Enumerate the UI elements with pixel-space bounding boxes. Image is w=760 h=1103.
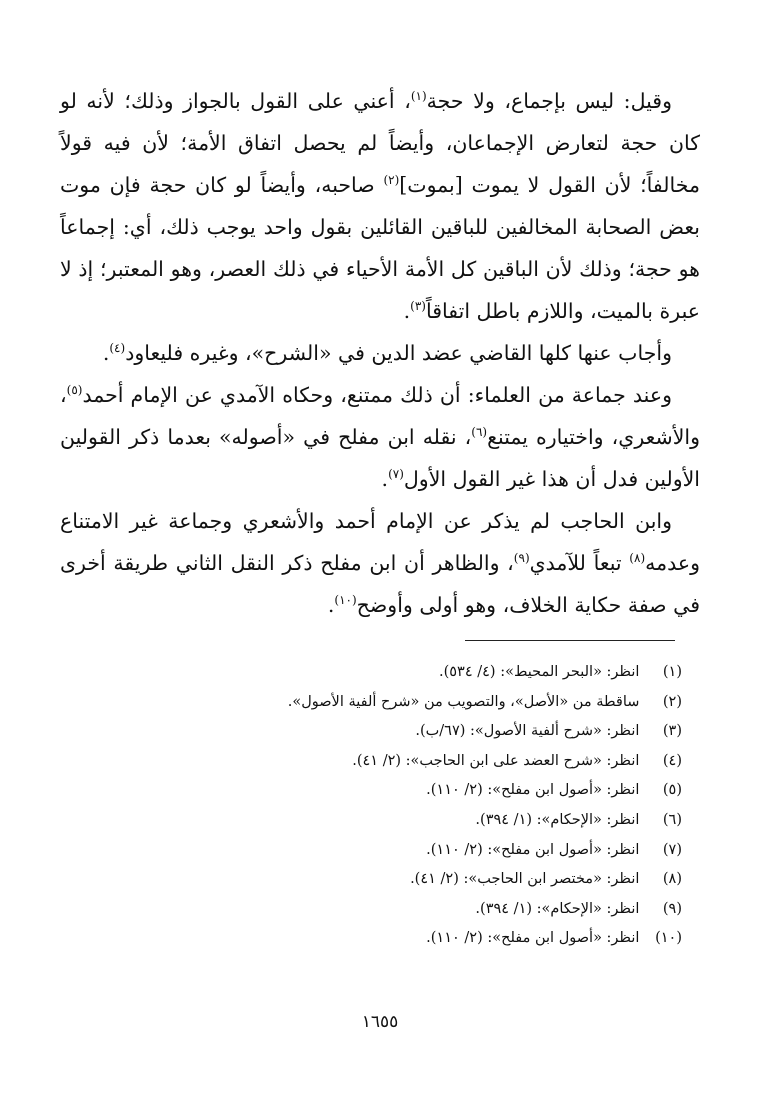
footnote-item bbox=[60, 865, 682, 895]
footnote-item bbox=[60, 924, 682, 954]
footnote-ref-4: (٤) bbox=[109, 341, 126, 356]
footnote-ref-7: (٧) bbox=[388, 467, 404, 482]
footnote-text: انظر: «أصول ابن مفلح»: (٢/ ١١٠). bbox=[426, 782, 640, 799]
paragraph-2 bbox=[60, 332, 700, 374]
footnote-ref-2: (٢) bbox=[383, 173, 400, 188]
footnote-text: انظر: «أصول ابن مفلح»: (٢/ ١١٠). bbox=[426, 841, 640, 858]
footnote-ref-5: (٥) bbox=[66, 383, 83, 398]
text-span: ، نقله ابن مفلح في «أصوله» بعدما ذكر القولين الأولين فدل أن هذا غير القول الأول bbox=[60, 425, 700, 491]
footnote-item bbox=[60, 895, 682, 925]
text-span: . bbox=[102, 341, 110, 365]
text-span: تبعاً للآمدي bbox=[529, 551, 630, 575]
footnote-text: انظر: «شرح العضد على ابن الحاجب»: (٢/ ٤١). bbox=[352, 752, 640, 769]
text-span: ، أعني على القول بالجواز وذلك؛ لأنه لو كان حجة لتعارض الإجماعان، وأيضاً لم يحصل اتفاق الأمة؛ لأن فيه قولاً مخالفاً؛ لأن القول لا يموت [بموت] bbox=[60, 89, 700, 197]
footnote-text: انظر: «أصول ابن مفلح»: (٢/ ١١٠). bbox=[426, 930, 640, 947]
text-span: وعند جماعة من العلماء: أن ذلك ممتنع، وحكاه الآمدي عن الإمام أحمد bbox=[82, 383, 672, 407]
footnote-number: (٥) bbox=[662, 782, 682, 799]
footnote-number: (٩) bbox=[662, 900, 682, 917]
text-span: . bbox=[381, 467, 389, 491]
paragraph-3 bbox=[60, 374, 700, 500]
footnote-text: انظر: «مختصر ابن الحاجب»: (٢/ ٤١). bbox=[410, 871, 640, 888]
footnote-item bbox=[60, 836, 682, 866]
footnotes-list bbox=[60, 658, 682, 954]
footnote-number: (٦) bbox=[662, 811, 682, 828]
text-span: وأجاب عنها كلها القاضي عضد الدين في «الشرح»، وغيره فليعاود bbox=[125, 341, 672, 365]
text-span: ، والظاهر أن ابن مفلح ذكر النقل الثاني طريقة أخرى في صفة حكاية الخلاف، وهو أولى وأوضح bbox=[60, 551, 700, 617]
footnote-item bbox=[60, 747, 682, 777]
text-span: وقيل: ليس بإجماع، ولا حجة bbox=[426, 89, 672, 113]
footnote-ref-6: (٦) bbox=[471, 425, 488, 440]
footnote-ref-3: (٣) bbox=[410, 299, 426, 314]
footnote-item bbox=[60, 717, 682, 747]
footnote-number: (٣) bbox=[662, 723, 682, 740]
text-span: . bbox=[403, 299, 411, 323]
footnote-number: (٢) bbox=[662, 693, 682, 710]
text-span: ، والأشعري، واختياره يمتنع bbox=[60, 383, 700, 449]
footnote-number: (٤) bbox=[662, 752, 682, 769]
page-number: ١٦٥٥ bbox=[361, 1012, 399, 1032]
footnote-number: (١٠) bbox=[655, 930, 682, 947]
footnote-divider bbox=[465, 640, 675, 641]
paragraph-4 bbox=[60, 500, 700, 626]
footnote-item bbox=[60, 806, 682, 836]
footnote-text: انظر: «شرح ألفية الأصول»: (٦٧/ب). bbox=[415, 723, 640, 740]
footnote-item bbox=[60, 658, 682, 688]
paragraph-1 bbox=[60, 80, 700, 332]
text-span: صاحبه، وأيضاً لو كان حجة فإن موت بعض الصحابة المخالفين للباقين القائلين بقول واحد يوجب ذلك، أي: إجماعاً هو حجة؛ وذلك لأن الباقين كل الأمة الأحياء في ذلك العصر، وهو المعتبر؛ إذ لا عبرة بالميت، واللازم باطل اتفاقاً bbox=[60, 173, 701, 323]
footnote-ref-8: (٨) bbox=[629, 551, 646, 566]
footnote-text: ساقطة من «الأصل»، والتصويب من «شرح ألفية الأصول». bbox=[287, 693, 640, 710]
footnote-ref-10: (١٠) bbox=[334, 593, 357, 608]
footnote-text: انظر: «الإحكام»: (١/ ٣٩٤). bbox=[475, 811, 640, 828]
footnote-ref-1: (١) bbox=[410, 89, 427, 104]
footnote-item bbox=[60, 776, 682, 806]
main-text bbox=[60, 80, 700, 626]
footnote-text: انظر: «الإحكام»: (١/ ٣٩٤). bbox=[475, 900, 640, 917]
footnote-number: (٨) bbox=[662, 871, 682, 888]
text-span: . bbox=[327, 593, 335, 617]
footnote-text: انظر: «البحر المحيط»: (٤/ ٥٣٤). bbox=[438, 664, 640, 680]
footnote-item bbox=[60, 688, 682, 718]
footnote-number: (١) bbox=[662, 664, 682, 680]
footnote-number: (٧) bbox=[662, 841, 682, 858]
text-span: وابن الحاجب لم يذكر عن الإمام أحمد والأشعري وجماعة غير الامتناع وعدمه bbox=[60, 509, 700, 575]
footnote-ref-9: (٩) bbox=[513, 551, 530, 566]
